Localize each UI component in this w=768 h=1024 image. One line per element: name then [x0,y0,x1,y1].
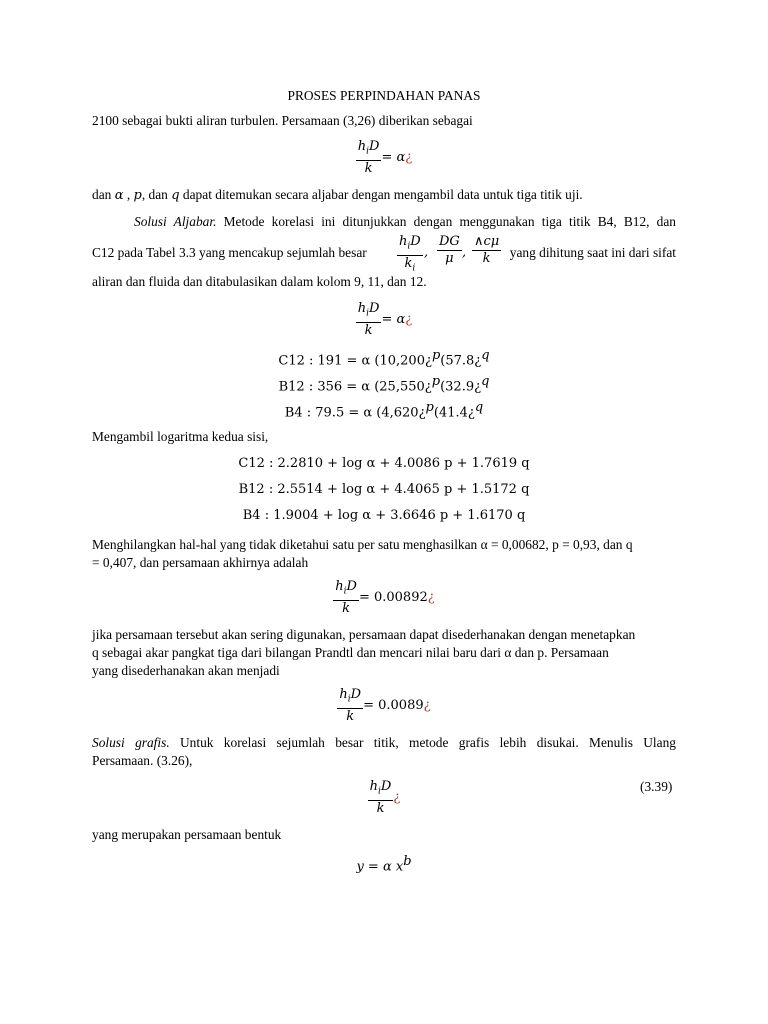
paragraph-6: Mengambil logaritma kedua sisi, [92,429,269,444]
paragraph-1: 2100 sebagai bukti aliran turbulen. Persamaan (3,26) diberikan sebagai [92,113,473,128]
paragraph-7: Menghilangkan hal-hal yang tidak diketahui satu per satu menghasilkan α = 0,00682, p = 0,93, dan q [92,537,633,552]
page-title: PROSES PERPINDAHAN PANAS [287,88,481,103]
paragraph-3: Solusi Aljabar. Metode korelasi ini ditunjukkan dengan menggunakan tiga titik B4, B12, dan [134,214,677,229]
paragraph-10: q sebagai akar pangkat tiga dari bilangan Prandtl dan mencari nilai baru dari α dan p. Persamaan [92,645,609,660]
paragraph-14: yang merupakan persamaan bentuk [92,827,282,842]
log-equation-c12: C12 : 2.2810 + log α + 4.0086 p + 1.7619 q [238,456,530,471]
paragraph-2: dan α , p, dan q dapat ditemukan secara aljabar dengan mengambil data untuk tiga titik uji. [92,187,583,203]
equation-final-1: $\frac{h_iD}{k}$ = 0.00892 ¿ [335,579,435,616]
equation-b12: B12 : 356 = α (25,550¿$^p$(32.9¿$^q$ [278,374,490,395]
equation-final-2: $\frac{h_iD}{k}$ = 0.0089 ¿ [339,687,431,724]
equation-c12: C12 : 191 = α (10,200¿$^p$(57.8¿$^q$ [278,348,490,369]
equation-power-law: y = α $x^b$ [356,854,412,875]
paragraph-9: jika persamaan tersebut akan sering digunakan, persamaan dapat disederhanakan dengan menetapkan [92,627,636,642]
equation-b4: B4 : 79.5 = α (4,620¿$^p$(41.4¿$^q$ [284,400,484,421]
paragraph-4: C12 pada Tabel 3.3 yang mencakup sejumlah besar $h_iD$ $k_i$ , $\frac{DG}{\mu}$ , $\frac{\wedge c\mu}{k}$ yang dihitung saat ini dari sifat [92,234,676,274]
fraction: $\frac{h_iD}{k}$ [357,139,380,176]
paragraph-12: Solusi grafis. Untuk korelasi sejumlah besar titik, metode grafis lebih disukai. Menulis Ulang [92,735,676,750]
equation-3-39: $\frac{h_iD}{k}$ ¿ [369,779,401,816]
log-equation-b12: B12 : 2.5514 + log α + 4.4065 p + 1.5172 q [238,482,530,497]
paragraph-11: yang disederhanakan akan menjadi [92,663,280,678]
paragraph-5: aliran dan fluida dan ditabulasikan dalam kolom 9, 11, dan 12. [92,274,427,289]
log-equation-b4: B4 : 1.9004 + log α + 3.6646 p + 1.6170 q [242,508,526,523]
equation-1: $\frac{h_iD}{k}$ = α ¿ [357,139,413,176]
paragraph-13: Persamaan. (3.26), [92,753,193,768]
paragraph-8: = 0,407, dan persamaan akhirnya adalah [92,555,309,570]
equation-number: (3.39) [640,779,673,794]
equation-2: $\frac{h_iD}{k}$ = α ¿ [357,301,413,338]
